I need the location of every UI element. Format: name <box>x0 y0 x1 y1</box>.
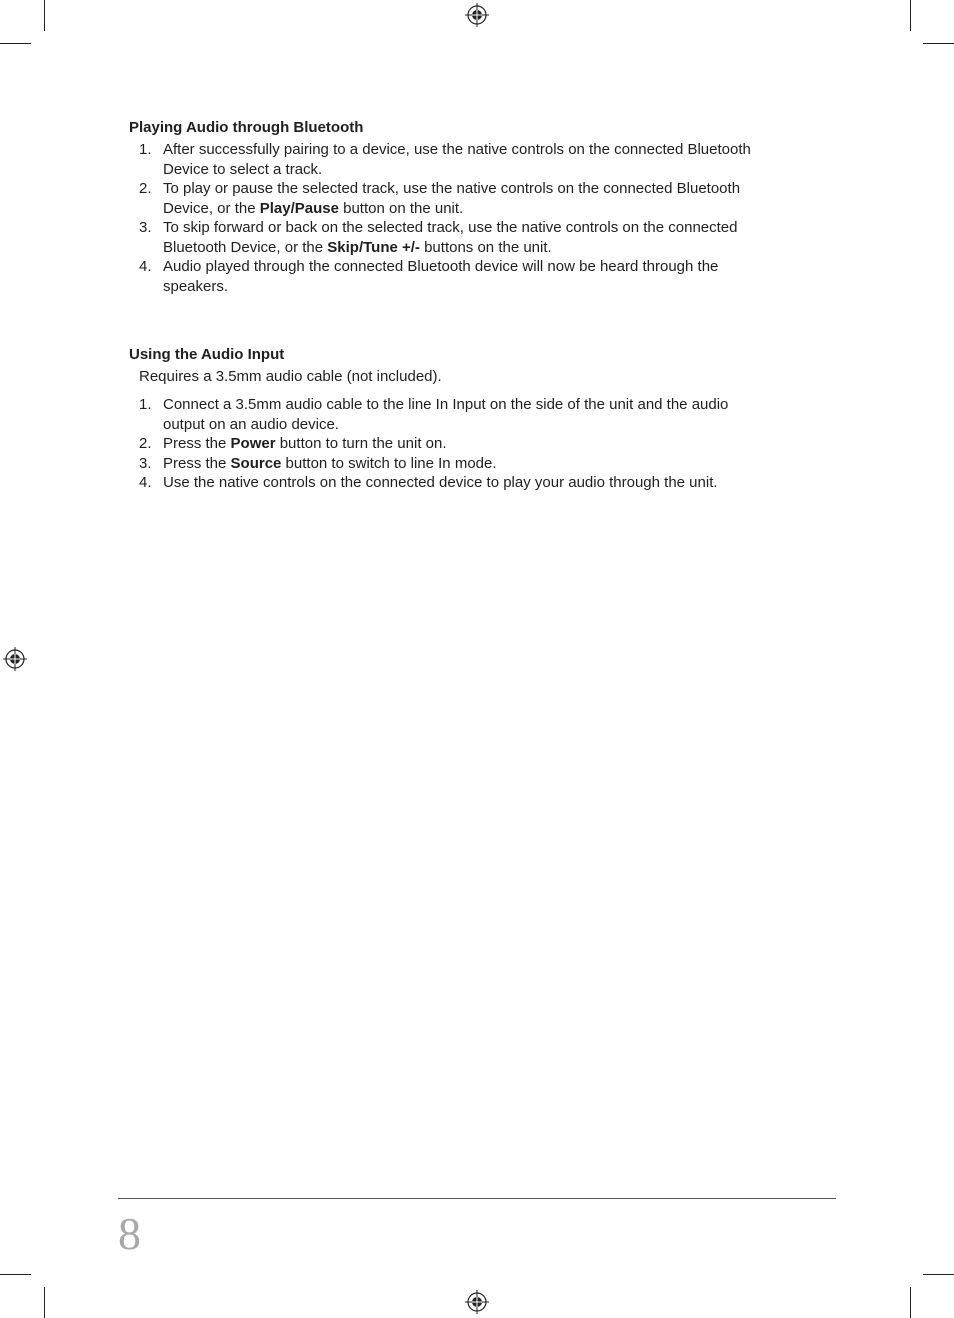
registration-mark-icon <box>465 1290 489 1314</box>
list-item: 3. Press the Source button to switch to line In mode. <box>139 454 497 472</box>
crop-mark-top-right-h <box>923 43 954 44</box>
list-item: 1. Connect a 3.5mm audio cable to the line In Input on the side of the unit and the audio output on an audio device. <box>139 396 729 433</box>
crop-mark-top-left-v <box>44 0 45 31</box>
steps-list <box>129 395 819 493</box>
source-label: Source <box>230 454 282 472</box>
list-item: 2. Press the Power button to turn the unit on. <box>139 435 447 452</box>
list-item: 1. After successfully pairing to a device, use the native controls on the connected Bluetooth Device to select a track. <box>139 141 751 178</box>
section-heading: Playing Audio through Bluetooth <box>129 119 364 136</box>
crop-mark-bottom-left-v <box>44 1287 45 1318</box>
section-bluetooth-playback <box>129 118 819 296</box>
steps-list <box>129 140 819 296</box>
play-pause-label: Play/Pause <box>259 199 339 217</box>
crop-mark-top-right-v <box>910 0 911 31</box>
section-heading: Using the Audio Input <box>129 346 285 363</box>
footer-rule <box>118 1198 836 1199</box>
crop-mark-bottom-right-h <box>923 1274 954 1275</box>
crop-mark-top-left-h <box>0 43 31 44</box>
section-audio-input <box>129 345 819 493</box>
list-item: 4. Audio played through the connected Bluetooth device will now be heard through the speakers. <box>139 258 719 295</box>
list-item: 2. To play or pause the selected track, use the native controls on the connected Bluetooth Device, or the Play/Pause button on the unit. <box>139 180 741 217</box>
crop-mark-bottom-left-h <box>0 1274 31 1275</box>
power-label: Power <box>230 435 276 452</box>
page-number: 8 <box>118 1208 141 1259</box>
registration-mark-icon <box>3 647 27 671</box>
list-item: 4. Use the native controls on the connected device to play your audio through the unit. <box>139 474 718 491</box>
intro-text: Requires a 3.5mm audio cable (not included). <box>139 368 442 385</box>
list-item: 3. To skip forward or back on the selected track, use the native controls on the connected Bluetooth Device, or the Skip/Tune +/- buttons on the unit. <box>139 219 738 256</box>
skip-tune-label: Skip/Tune +/- <box>327 238 420 256</box>
crop-mark-bottom-right-v <box>910 1287 911 1318</box>
registration-mark-icon <box>465 3 489 27</box>
